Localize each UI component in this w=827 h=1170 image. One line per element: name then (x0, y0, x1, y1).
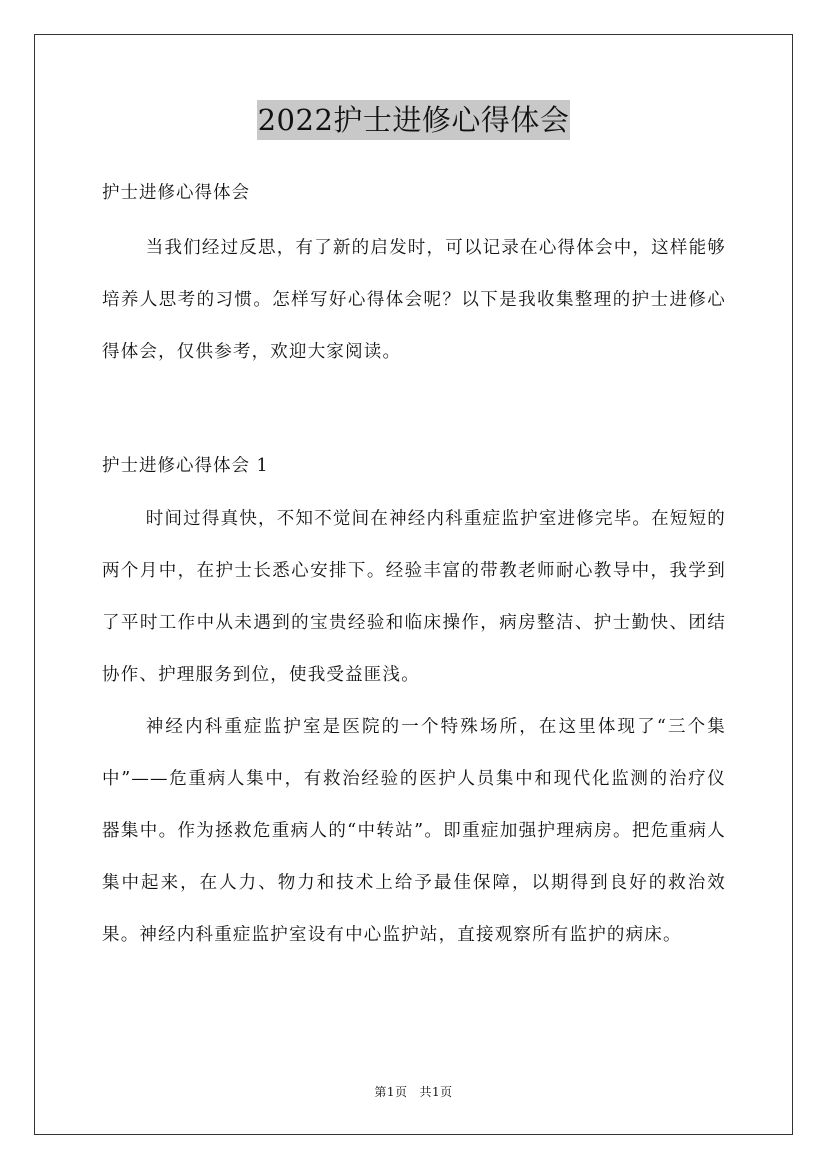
page-number: 第1页 (374, 1085, 408, 1099)
page-footer (0, 1083, 827, 1100)
body-paragraph: 时间过得真快，不知不觉间在神经内科重症监护室进修完毕。在短短的两个月中，在护士长悉心安排下。经验丰富的带教老师耐心教导中，我学到了平时工作中从未遇到的宝贵经验和临床操作，病房整洁、护士勤快、团结协作、护理服务到位，使我受益匪浅。 (102, 509, 726, 685)
intro-paragraph: 当我们经过反思，有了新的启发时，可以记录在心得体会中，这样能够培养人思考的习惯。怎样写好心得体会呢？以下是我收集整理的护士进修心得体会，仅供参考，欢迎大家阅读。 (102, 238, 726, 362)
section-body (102, 493, 726, 961)
intro-block (102, 222, 726, 378)
page-total: 共1页 (419, 1085, 453, 1099)
title-container (0, 100, 827, 140)
body-paragraph: 神经内科重症监护室是医院的一个特殊场所，在这里体现了“三个集中”——危重病人集中，有救治经验的医护人员集中和现代化监测的治疗仪器集中。作为拯救危重病人的“中转站”。即重症加强护理病房。把危重病人集中起来，在人力、物力和技术上给予最佳保障，以期得到良好的救治效果。神经内科重症监护室设有中心监护站，直接观察所有监护的病床。 (102, 717, 726, 945)
section-heading: 护士进修心得体会 1 (102, 456, 269, 476)
document-subtitle: 护士进修心得体会 (102, 183, 250, 203)
document-title: 2022护士进修心得体会 (257, 100, 571, 140)
